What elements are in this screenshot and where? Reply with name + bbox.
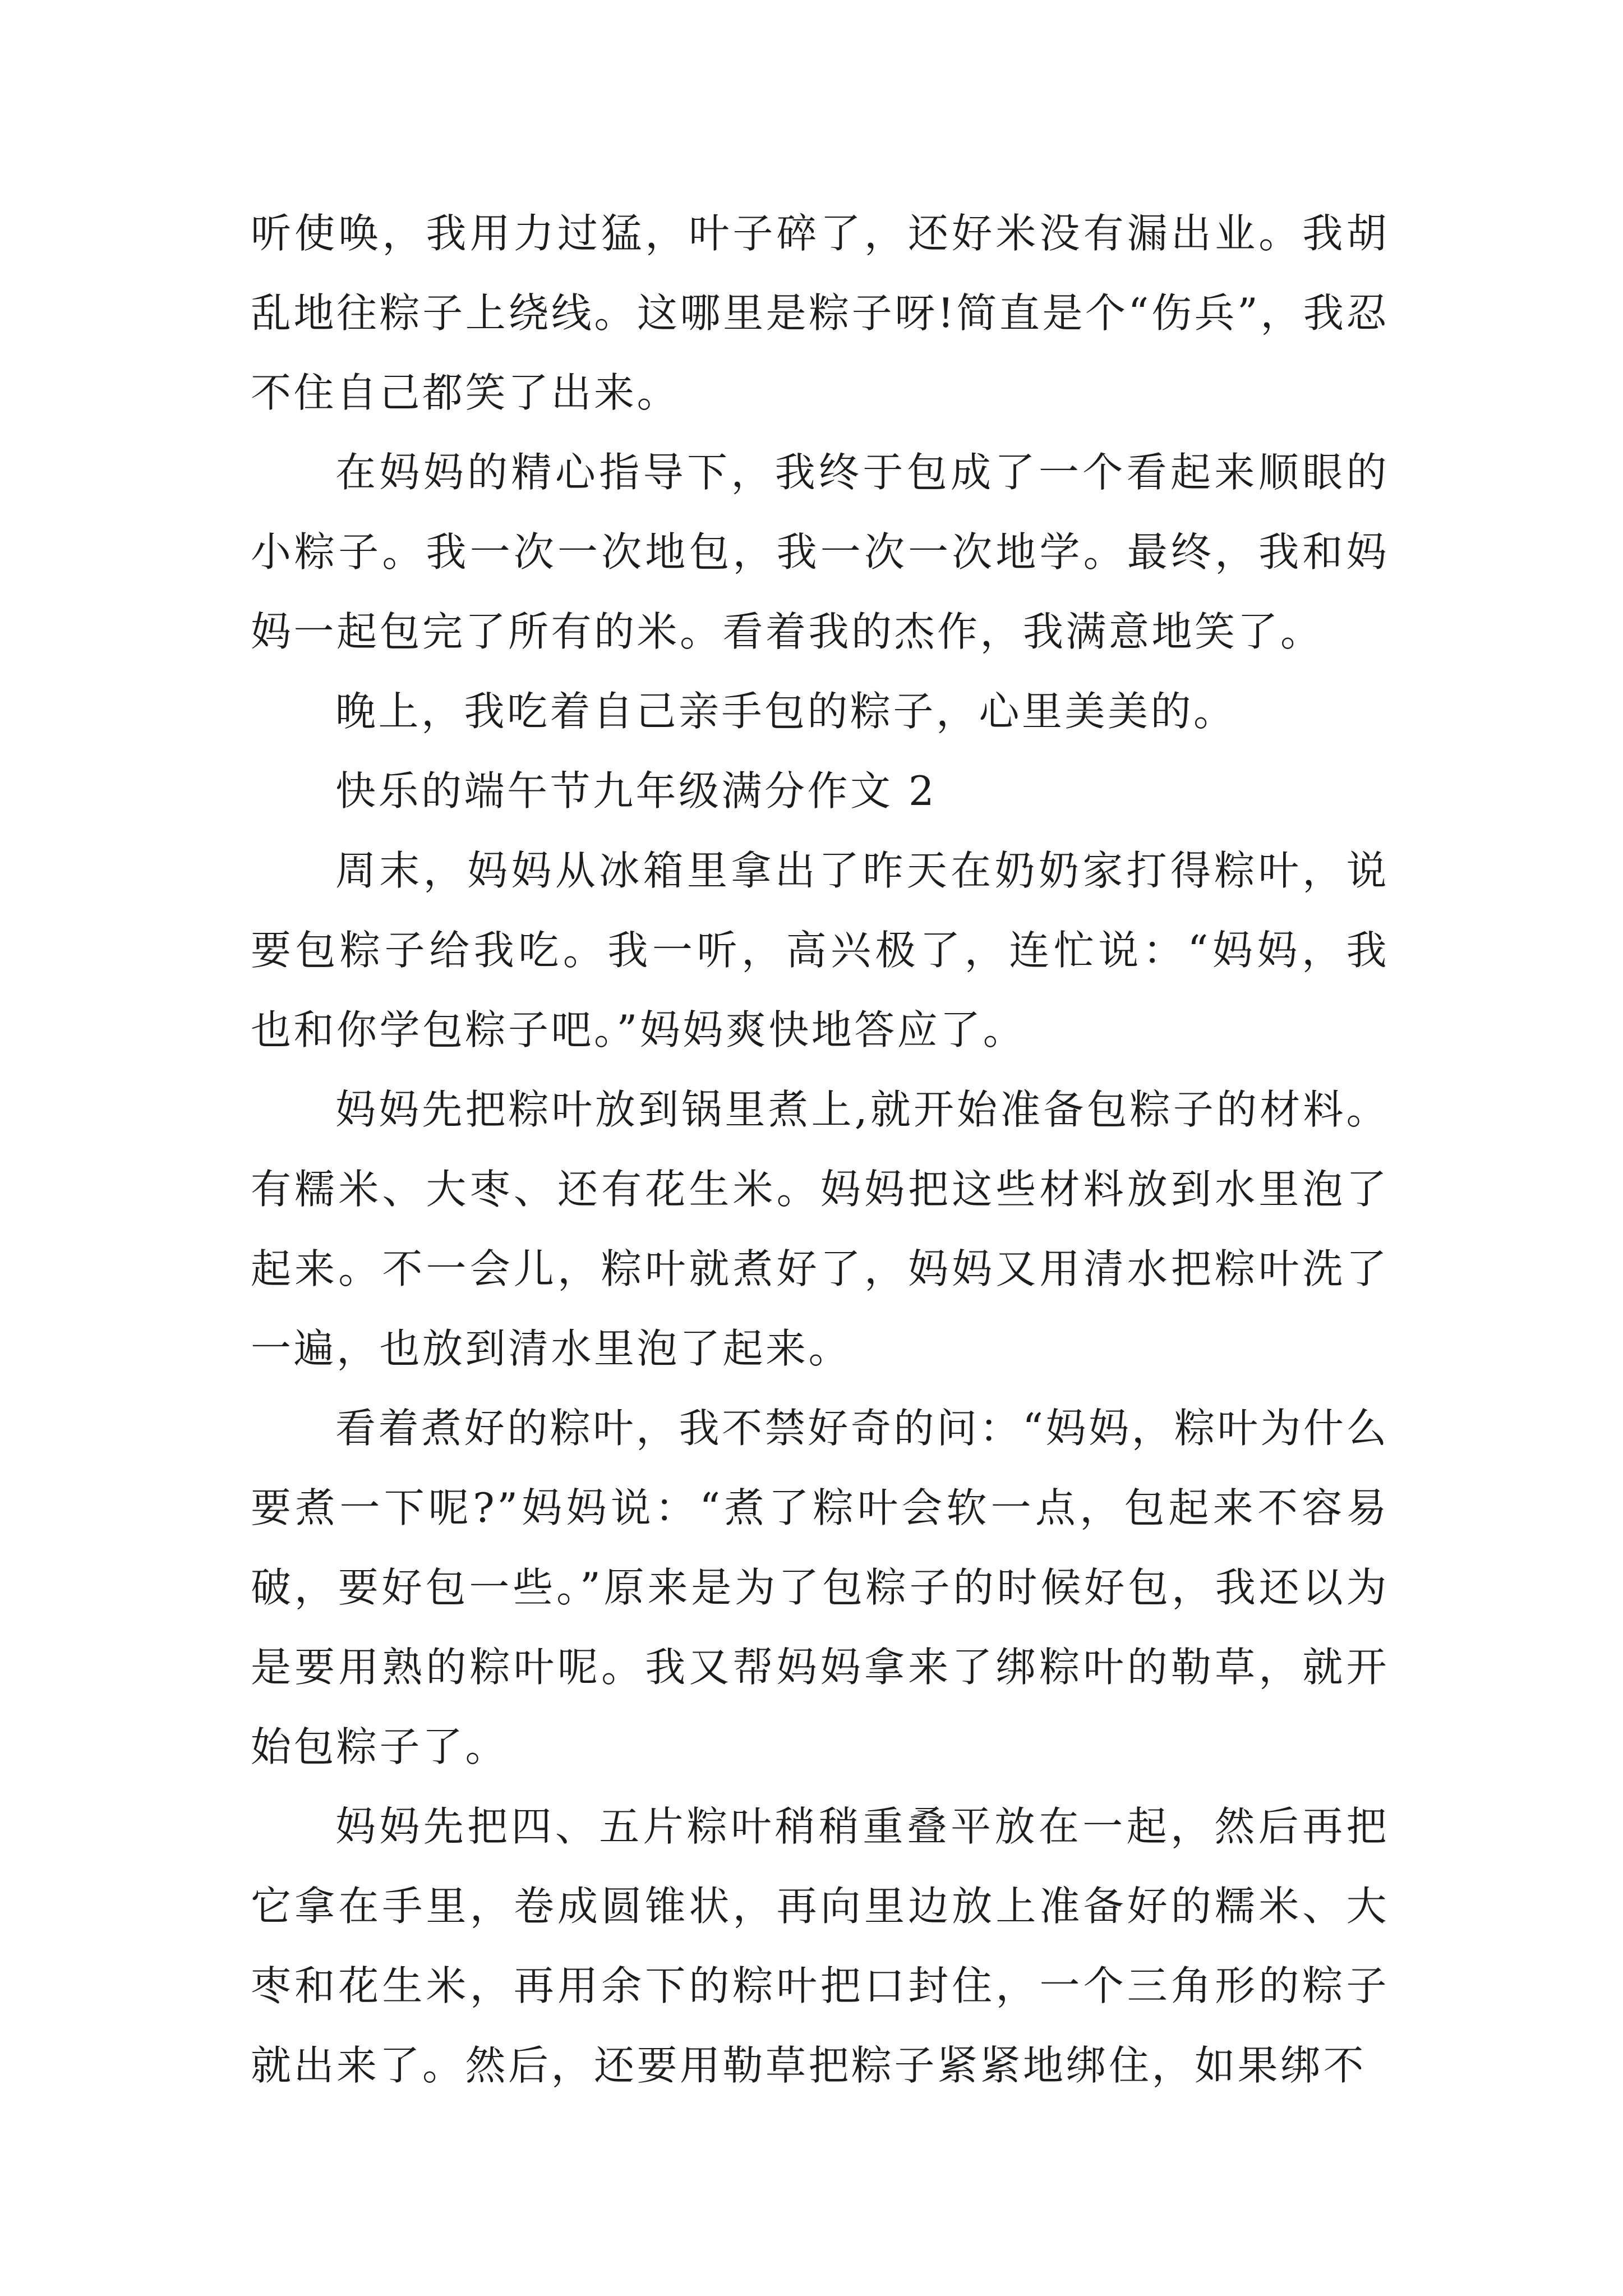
paragraph: 在妈妈的精心指导下，我终于包成了一个看起来顺眼的小粽子。我一次一次地包，我一次一次地学。最终，我和妈妈一起包完了所有的米。看着我的杰作，我满意地笑了。 <box>251 449 1389 655</box>
paragraph-continued: 听使唤，我用力过猛，叶子碎了，还好米没有漏出业。我胡乱地往粽子上绕线。这哪里是粽子呀!简直是个“伤兵”，我忍不住自己都笑了出来。 <box>251 210 1389 416</box>
essay-heading: 快乐的端午节九年级满分作文 2 <box>335 767 937 815</box>
paragraph: 周末，妈妈从冰箱里拿出了昨天在奶奶家打得粽叶，说要包粽子给我吃。我一听，高兴极了，连忙说：“妈妈，我也和你学包粽子吧。”妈妈爽快地答应了。 <box>251 847 1389 1053</box>
paragraph: 妈妈先把四、五片粽叶稍稍重叠平放在一起，然后再把它拿在手里，卷成圆锥状，再向里边放上准备好的糯米、大枣和花生米，再用余下的粽叶把口封住，一个三角形的粽子就出来了。然后，还要用勒草把粽子紧紧地绑住，如果绑不 <box>251 1803 1389 2089</box>
paragraph: 看着煮好的粽叶，我不禁好奇的问：“妈妈，粽叶为什么要煮一下呢?”妈妈说：“煮了粽叶会软一点，包起来不容易破，要好包一些。”原来是为了包粽子的时候好包，我还以为是要用熟的粽叶呢。我又帮妈妈拿来了绑粽叶的勒草，就开始包粽子了。 <box>251 1405 1389 1770</box>
essay-body <box>251 194 1389 2105</box>
paragraph: 晚上，我吃着自己亲手包的粽子，心里美美的。 <box>335 688 1237 735</box>
paragraph: 妈妈先把粽叶放到锅里煮上,就开始准备包粽子的材料。有糯米、大枣、还有花生米。妈妈把这些材料放到水里泡了起来。不一会儿，粽叶就煮好了，妈妈又用清水把粽叶洗了一遍，也放到清水里泡了起来。 <box>251 1086 1389 1372</box>
